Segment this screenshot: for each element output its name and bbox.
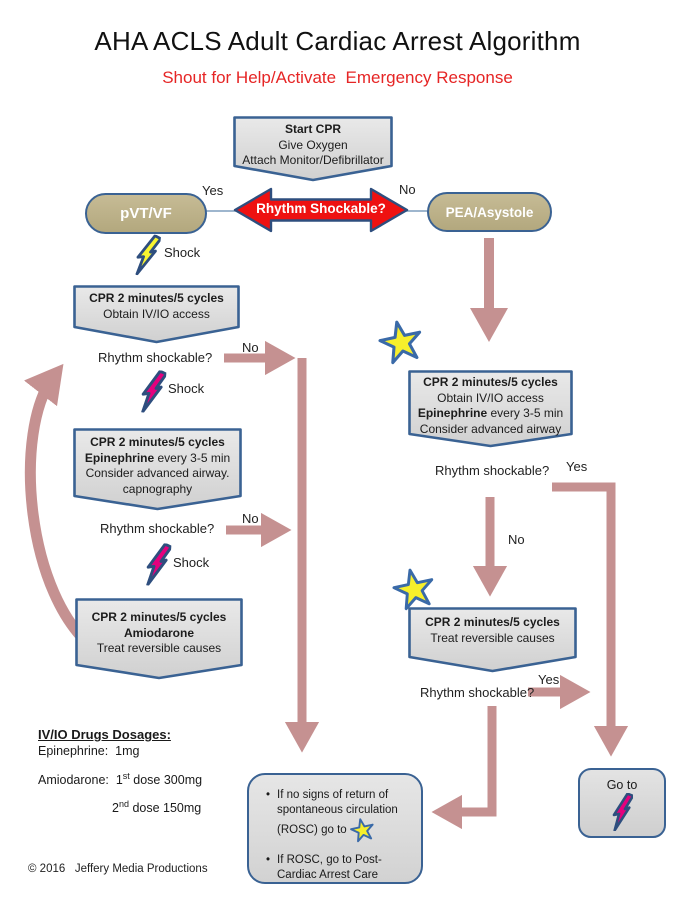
oval-label: pVT/VF xyxy=(120,205,172,222)
oval-label: PEA/Asystole xyxy=(445,204,534,220)
box-line: Treat reversible causes xyxy=(430,630,555,645)
star-icon xyxy=(374,316,428,369)
yes-label: Yes xyxy=(538,672,560,687)
box-line: CPR 2 minutes/5 cycles xyxy=(89,291,224,305)
no-label: No xyxy=(508,532,525,547)
bullet-marker: • xyxy=(265,789,271,801)
bullet-item xyxy=(259,853,411,883)
shock-bolt-icon xyxy=(611,793,633,831)
dosage-epinephrine: Epinephrine: 1mg xyxy=(38,744,140,758)
cpr-obtain-access-box xyxy=(73,285,240,344)
bullet-text: If ROSC, go to Post-Cardiac Arrest Care xyxy=(277,854,382,881)
box-line: Give Oxygen xyxy=(278,137,348,152)
pvt-vf-oval xyxy=(85,193,207,234)
arrow-to-outcome-elbow xyxy=(444,706,492,812)
bullet-marker: • xyxy=(265,854,271,866)
cpr-reversible-causes-box xyxy=(408,607,577,673)
bullet-item xyxy=(259,788,411,842)
rhythm-question: Rhythm shockable? xyxy=(435,463,550,478)
goto-label: Go to xyxy=(606,778,638,792)
rhythm-question: Rhythm shockable? xyxy=(420,685,535,700)
rhythm-question: Rhythm shockable? xyxy=(100,521,215,536)
start-cpr-box xyxy=(233,116,393,182)
cpr-amiodarone-box xyxy=(75,598,243,680)
box-line: Epinephrine every 3-5 min xyxy=(417,406,564,420)
yes-label: Yes xyxy=(566,459,588,474)
dosage-amiodarone-2: 2nd dose 150mg xyxy=(112,799,202,816)
dosage-heading: IV/IO Drugs Dosages: xyxy=(38,727,171,742)
box-line: Consider advanced airway xyxy=(419,421,562,436)
dosage-notes xyxy=(38,727,202,816)
shock-bolt-icon xyxy=(144,542,172,587)
box-line: Start CPR xyxy=(284,122,341,136)
box-line: CPR 2 minutes/5 cycles xyxy=(90,435,225,449)
bullet-text: If no signs of return of spontaneous circulation (ROSC) go to xyxy=(277,788,411,842)
box-line: Treat reversible causes xyxy=(96,641,222,655)
page-subtitle: Shout for Help/Activate Emergency Response xyxy=(162,68,513,87)
decision-label: Rhythm Shockable? xyxy=(256,201,386,216)
box-line: Attach Monitor/Defibrillator xyxy=(242,153,384,167)
decision-no-label: No xyxy=(399,182,416,197)
no-label: No xyxy=(242,340,259,355)
star-icon xyxy=(347,816,376,845)
rosc-outcome-box xyxy=(247,773,423,884)
box-line: Amiodarone xyxy=(123,625,194,640)
shock-label: Shock xyxy=(173,555,210,570)
dosage-amiodarone-1: Amiodarone: 1st dose 300mg xyxy=(38,771,203,788)
box-line: CPR 2 minutes/5 cycles xyxy=(423,375,558,389)
pea-asystole-oval xyxy=(427,192,552,232)
shock-label: Shock xyxy=(164,245,201,260)
box-line: capnography xyxy=(122,481,193,496)
no-label: No xyxy=(242,511,259,526)
box-line: Epinephrine every 3-5 min xyxy=(84,450,231,465)
page-title: AHA ACLS Adult Cardiac Arrest Algorithm xyxy=(94,26,581,56)
box-line: CPR 2 minutes/5 cycles xyxy=(91,610,227,624)
rhythm-shockable-decision xyxy=(233,186,409,234)
box-line: Consider advanced airway. xyxy=(85,466,230,480)
shock-bolt-icon xyxy=(133,233,161,277)
copyright-text: © 2016 Jeffery Media Productions xyxy=(28,863,208,875)
cpr-epinephrine-airway-box xyxy=(408,370,573,448)
shock-label: Shock xyxy=(168,381,205,396)
shock-bolt-icon xyxy=(139,369,167,414)
box-line: Obtain IV/IO access xyxy=(103,306,210,321)
decision-yes-label: Yes xyxy=(202,183,224,198)
box-line: CPR 2 minutes/5 cycles xyxy=(425,615,560,629)
rhythm-question: Rhythm shockable? xyxy=(98,350,213,365)
cpr-epinephrine-box xyxy=(73,428,242,511)
box-line: Obtain IV/IO access xyxy=(437,390,544,405)
goto-shock-box xyxy=(578,768,666,838)
